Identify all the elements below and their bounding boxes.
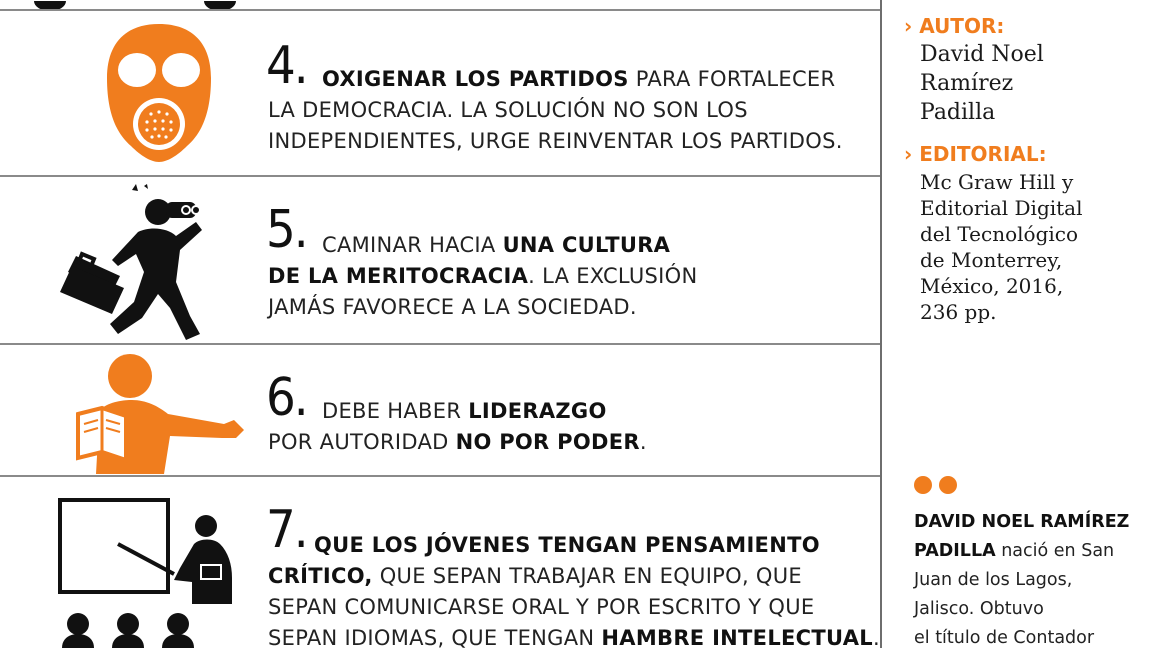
item-text (268, 230, 868, 323)
author-bio (914, 508, 1144, 653)
item-bold-text: OXIGENAR LOS PARTIDOS (322, 67, 629, 91)
item-bold-text: HAMBRE INTELECTUAL (601, 626, 873, 650)
publisher-line: 236 pp. (920, 300, 997, 324)
item-body-text: POR AUTORIDAD (268, 430, 456, 454)
divider (0, 475, 880, 477)
publisher-label: › EDITORIAL: (904, 142, 1047, 166)
publisher-line: de Monterrey, (920, 248, 1063, 272)
leader-pointing-icon (74, 352, 246, 479)
bio-bold-text: PADILLA (914, 541, 996, 561)
item-number: 6. (266, 368, 307, 428)
item-body-text: SEPAN IDIOMAS, QUE TENGAN (268, 626, 602, 650)
item-body-text: PARA FORTALECER (628, 67, 836, 91)
author-line: David Noel (920, 42, 1044, 67)
bullet-dot (914, 476, 932, 494)
bio-text: Juan de los Lagos, (914, 570, 1073, 590)
item-bold-text: UNA CULTURA (502, 233, 671, 257)
author-label: › AUTOR: (904, 14, 1005, 38)
bio-text: el título de Contador (914, 628, 1095, 648)
publisher-line: Editorial Digital (920, 196, 1083, 220)
author-line: Ramírez (920, 71, 1014, 96)
item-number: 5. (266, 200, 307, 260)
item-bold-text: CRÍTICO, (268, 564, 373, 588)
divider (0, 343, 880, 345)
bio-bold-text: DAVID NOEL RAMÍREZ (914, 512, 1130, 532)
item-number: 4. (266, 36, 307, 96)
publisher-line: del Tecnológico (920, 222, 1079, 246)
item-text (268, 530, 880, 654)
bullet-dot (939, 476, 957, 494)
item-body-text: JAMÁS FAVORECE A LA SOCIEDAD. (268, 295, 637, 319)
item-body-text: DEBE HABER (322, 399, 469, 423)
item-body-text: . (872, 626, 880, 650)
item-text (268, 396, 868, 458)
publisher-line: Mc Graw Hill y (920, 170, 1074, 194)
item-number: 7. (266, 500, 307, 560)
divider (0, 175, 880, 177)
author-line: Padilla (920, 100, 996, 125)
bio-text: Jalisco. Obtuvo (914, 599, 1044, 619)
item-text (268, 64, 868, 157)
item-body-text: QUE SEPAN TRABAJAR EN EQUIPO, QUE (372, 564, 802, 588)
item-body-text: INDEPENDIENTES, URGE REINVENTAR LOS PARTIDOS. (268, 129, 843, 153)
item-body-text: SEPAN COMUNICARSE ORAL Y POR ESCRITO Y QUE (268, 595, 815, 619)
author-name (920, 40, 1044, 127)
bio-text: nació en San (995, 541, 1115, 561)
gas-mask-icon (105, 22, 213, 169)
item-bold-text: NO POR PODER (455, 430, 640, 454)
publisher-line: México, 2016, (920, 274, 1064, 298)
teacher-classroom-icon (56, 496, 240, 653)
item-body-text: . LA EXCLUSIÓN (528, 264, 698, 288)
publisher-info (920, 169, 1083, 325)
item-bold-text: DE LA MERITOCRACIA (268, 264, 529, 288)
item-bold-text: LIDERAZGO (468, 399, 607, 423)
divider (0, 9, 880, 11)
item-bold-text: QUE LOS JÓVENES TENGAN PENSAMIENTO (314, 533, 820, 557)
item-body-text: CAMINAR HACIA (322, 233, 503, 257)
item-body-text: . (639, 430, 647, 454)
item-body-text: LA DEMOCRACIA. LA SOLUCIÓN NO SON LOS (268, 98, 748, 122)
running-man-binoculars-icon (58, 184, 208, 347)
